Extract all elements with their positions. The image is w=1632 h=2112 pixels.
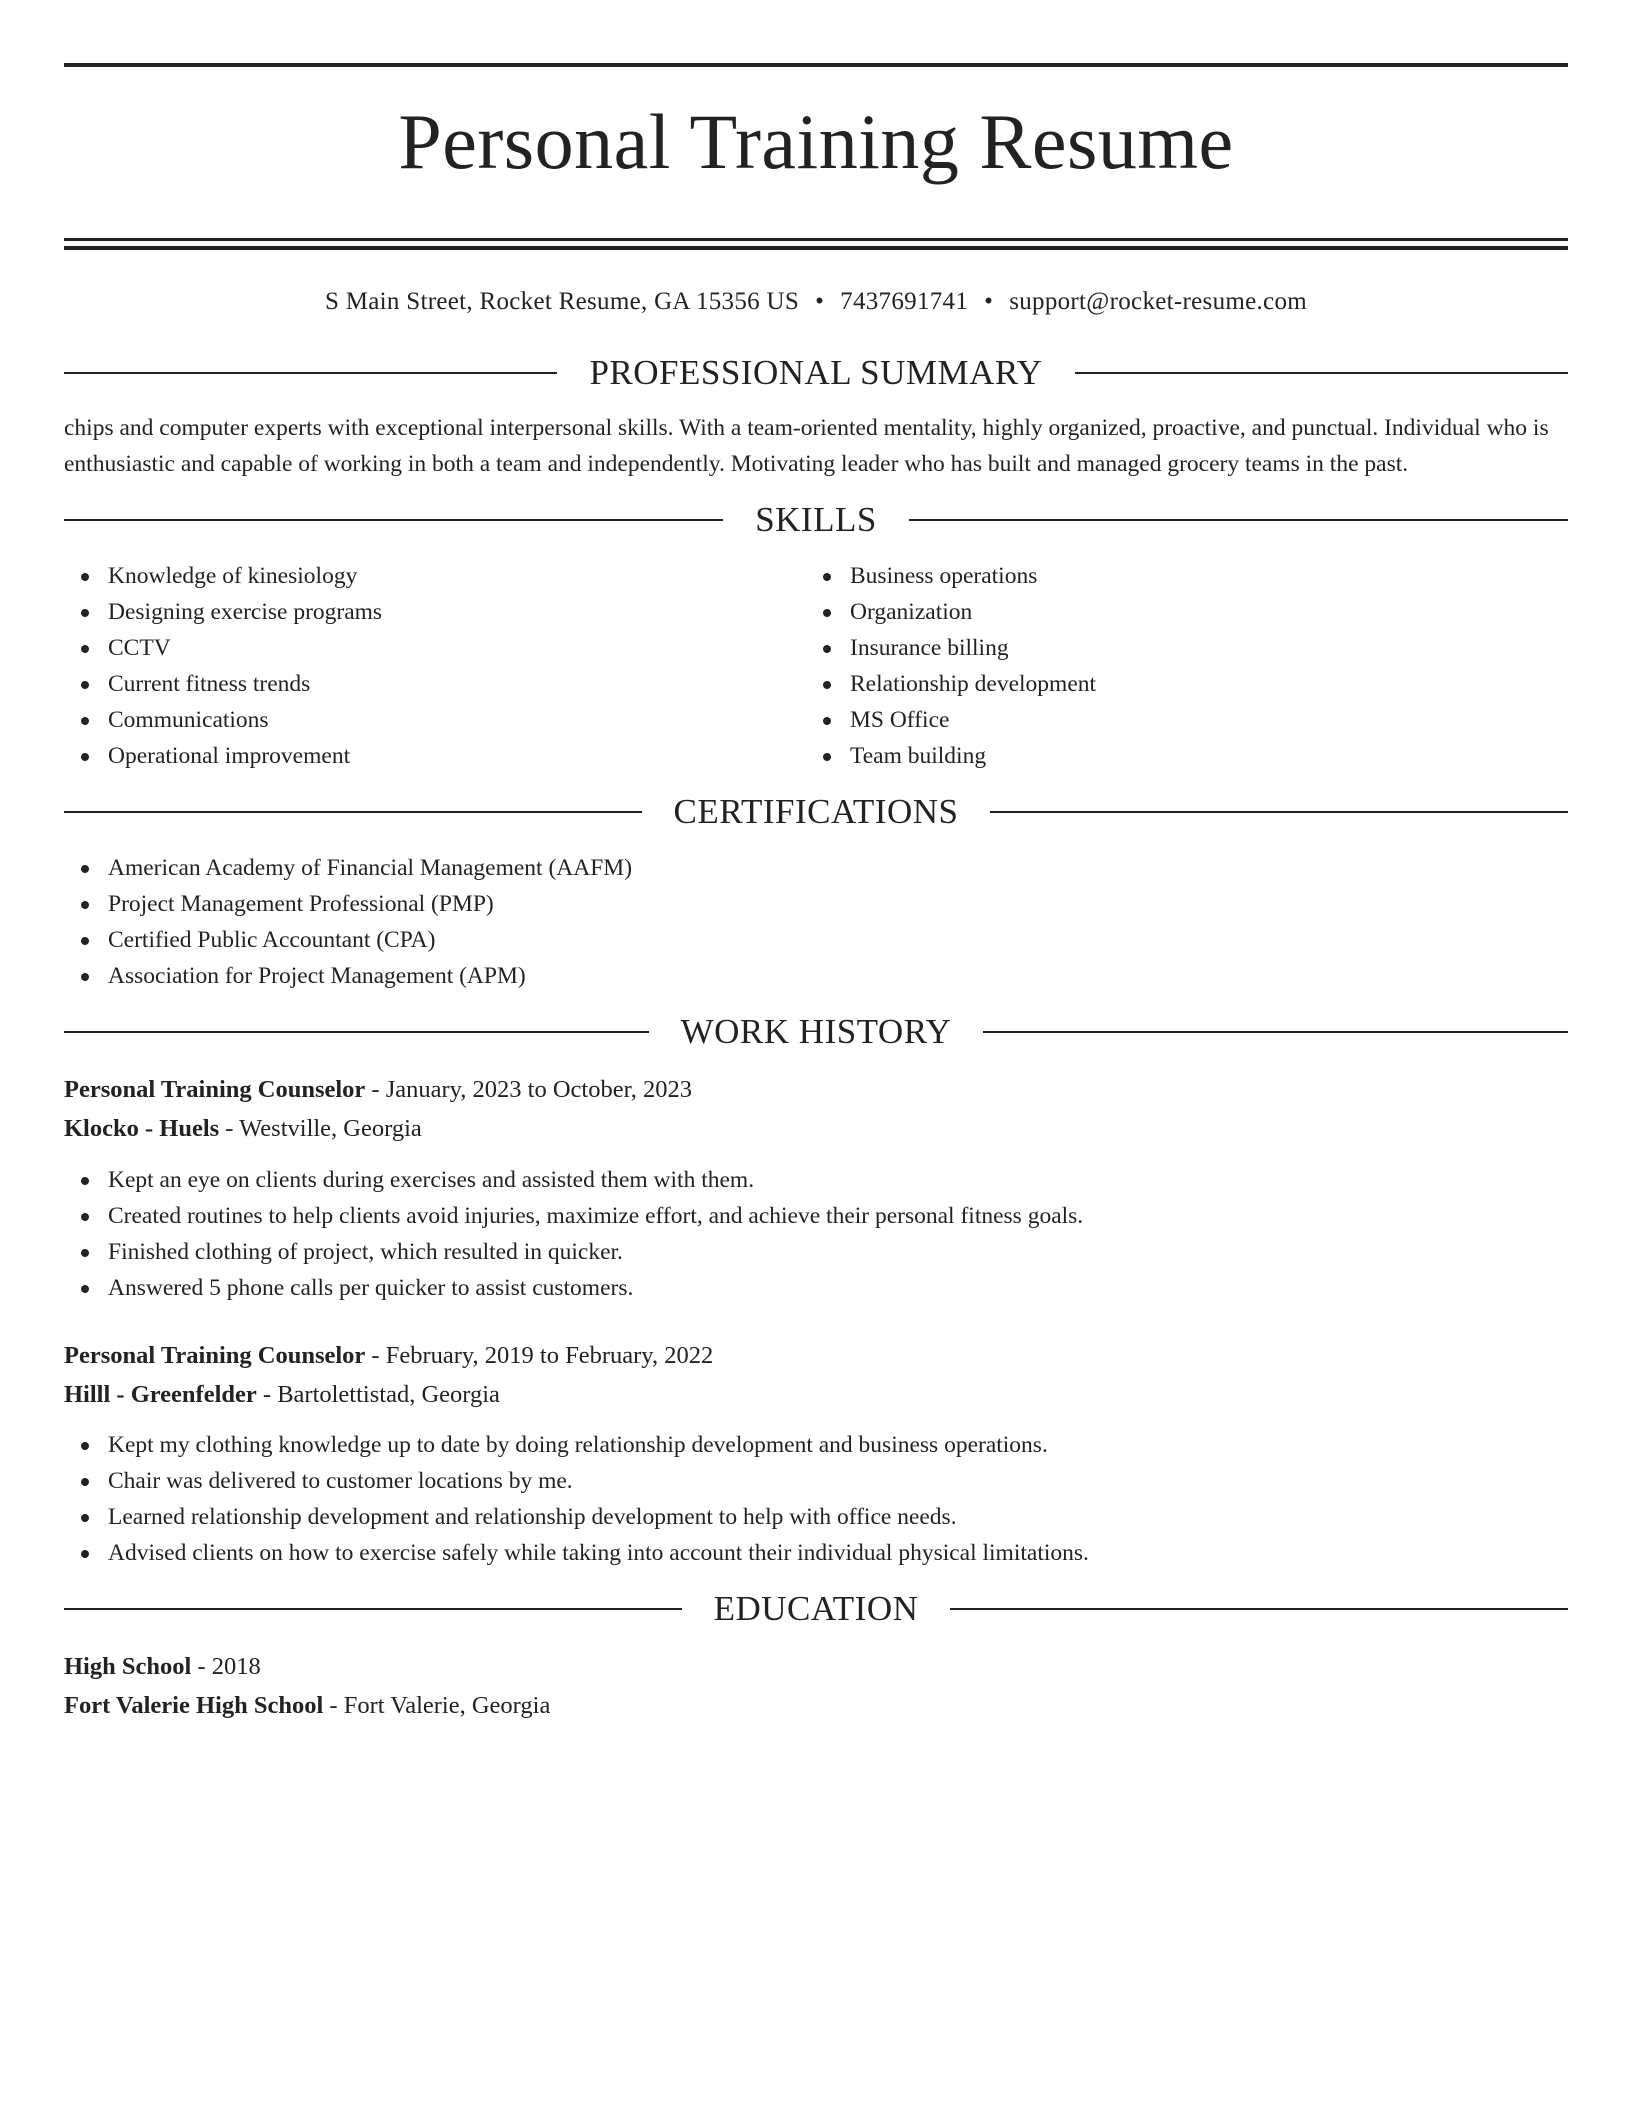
education-school-line: [64, 1686, 1568, 1725]
job-bullet: Answered 5 phone calls per quicker to assist customers.: [64, 1270, 1568, 1306]
certification-item: Association for Project Management (APM): [64, 958, 1568, 994]
heading-rule: [64, 811, 642, 813]
job-title-line: [64, 1070, 1568, 1109]
education-school: Fort Valerie High School: [64, 1692, 324, 1719]
job-company-line: [64, 1109, 1568, 1148]
job-bullet: Kept an eye on clients during exercises and assisted them with them.: [64, 1162, 1568, 1198]
contact-phone: 7437691741: [840, 288, 969, 315]
title-rule-lower: [64, 246, 1568, 250]
skill-item: Insurance billing: [806, 630, 1548, 666]
heading-rule: [909, 519, 1568, 521]
education-heading-label: EDUCATION: [713, 1589, 919, 1628]
skills-heading-label: SKILLS: [755, 500, 877, 539]
job-bullets: [64, 1427, 1568, 1571]
heading-rule: [983, 1031, 1568, 1033]
education-degree: High School: [64, 1653, 192, 1680]
certifications-heading-label: CERTIFICATIONS: [673, 792, 959, 831]
skill-item: Operational improvement: [64, 738, 806, 774]
skill-item: Designing exercise programs: [64, 594, 806, 630]
job-bullet: Kept my clothing knowledge up to date by doing relationship development and business operations.: [64, 1427, 1568, 1463]
skill-item: Knowledge of kinesiology: [64, 558, 806, 594]
title-rule: [64, 238, 1568, 241]
summary-heading-label: PROFESSIONAL SUMMARY: [589, 353, 1043, 392]
work-heading: [64, 1010, 1568, 1054]
education-heading: [64, 1587, 1568, 1631]
summary-text: chips and computer experts with exceptional interpersonal skills. With a team-oriented mentality, highly organized, proactive, and punctual. Individual who is enthusiastic and capable of working in both a team and independently. Motivating leader who has built and managed grocery teams in the past.: [64, 415, 1549, 477]
skill-item: Communications: [64, 702, 806, 738]
certifications-heading: [64, 790, 1568, 834]
certification-item: Certified Public Accountant (CPA): [64, 922, 1568, 958]
top-rule: [64, 63, 1568, 67]
job-bullet: Advised clients on how to exercise safely while taking into account their individual physical limitations.: [64, 1535, 1568, 1571]
heading-rule: [64, 1031, 649, 1033]
job-bullet: Finished clothing of project, which resulted in quicker.: [64, 1234, 1568, 1270]
skills-column-right: [806, 558, 1548, 774]
education-location: - Fort Valerie, Georgia: [323, 1692, 551, 1719]
job-location: - Westville, Georgia: [219, 1115, 422, 1142]
job-company: Hilll - Greenfelder: [64, 1381, 257, 1408]
certifications-list: [64, 850, 1568, 994]
job-entry: [64, 1336, 1568, 1571]
heading-rule: [1075, 372, 1568, 374]
skill-item: Current fitness trends: [64, 666, 806, 702]
contact-email: support@rocket-resume.com: [1009, 288, 1307, 315]
skill-item: Relationship development: [806, 666, 1548, 702]
skill-item: CCTV: [64, 630, 806, 666]
page-title: Personal Training Resume: [398, 98, 1234, 185]
skills-heading: [64, 498, 1568, 542]
resume-page: [64, 63, 1568, 1725]
contact-address: S Main Street, Rocket Resume, GA 15356 US: [324, 288, 800, 315]
job-company-line: [64, 1375, 1568, 1414]
heading-rule: [990, 811, 1568, 813]
certification-item: Project Management Professional (PMP): [64, 886, 1568, 922]
job-entry: [64, 1070, 1568, 1306]
heading-rule: [950, 1608, 1568, 1610]
skills-column-left: [64, 558, 806, 774]
job-bullet: Chair was delivered to customer locations by me.: [64, 1463, 1568, 1499]
heading-rule: [64, 519, 723, 521]
contact-separator: •: [984, 288, 994, 315]
skill-item: Team building: [806, 738, 1548, 774]
certification-item: American Academy of Financial Management (AAFM): [64, 850, 1568, 886]
job-bullets: [64, 1162, 1568, 1306]
job-dates: - January, 2023 to October, 2023: [365, 1076, 693, 1103]
job-bullet: Created routines to help clients avoid injuries, maximize effort, and achieve their personal fitness goals.: [64, 1198, 1568, 1234]
job-title-line: [64, 1336, 1568, 1375]
skill-item: MS Office: [806, 702, 1548, 738]
job-title: Personal Training Counselor: [64, 1342, 366, 1369]
job-location: - Bartolettistad, Georgia: [256, 1381, 500, 1408]
heading-rule: [64, 1608, 682, 1610]
heading-rule: [64, 372, 557, 374]
job-dates: - February, 2019 to February, 2022: [365, 1342, 714, 1369]
job-company: Klocko - Huels: [64, 1115, 220, 1142]
skill-item: Business operations: [806, 558, 1548, 594]
job-bullet: Learned relationship development and relationship development to help with office needs.: [64, 1499, 1568, 1535]
skills-list: [64, 558, 1568, 774]
education-year: - 2018: [191, 1653, 261, 1680]
contact-separator: •: [815, 288, 825, 315]
education-degree-line: [64, 1647, 1568, 1686]
work-heading-label: WORK HISTORY: [680, 1012, 952, 1051]
education-entry: [64, 1647, 1568, 1725]
contact-line: [64, 284, 1568, 320]
job-title: Personal Training Counselor: [64, 1076, 366, 1103]
summary-heading: [64, 351, 1568, 395]
skill-item: Organization: [806, 594, 1548, 630]
